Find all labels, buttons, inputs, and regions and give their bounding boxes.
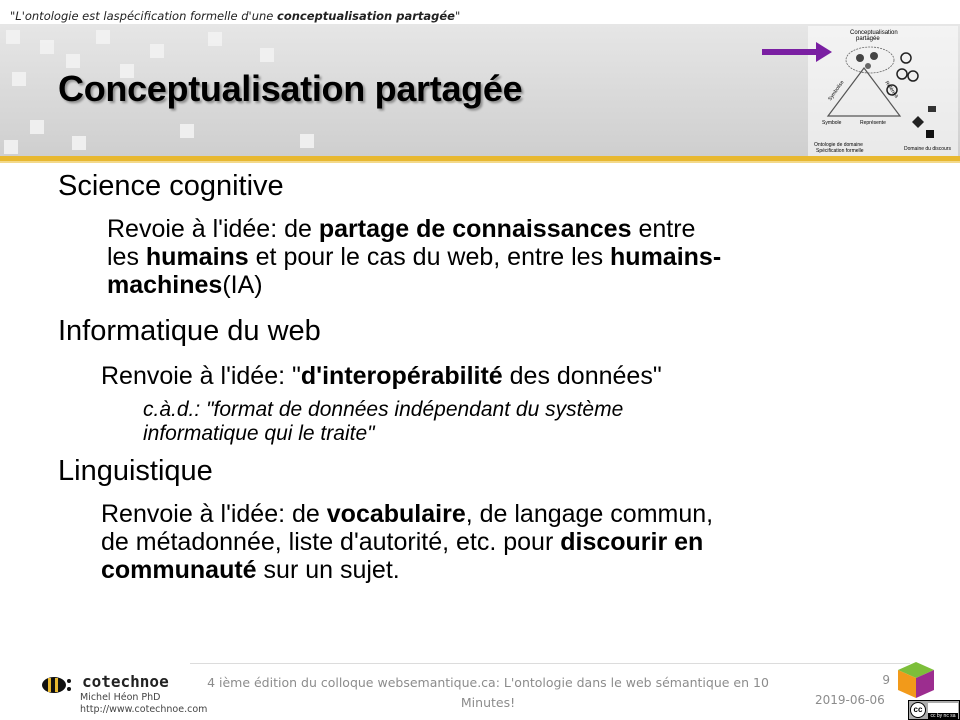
text-run-bold: discourir en	[560, 528, 704, 556]
text-run-bold: vocabulaire	[326, 500, 466, 528]
quote-bold: conceptualisation partagée	[277, 9, 455, 23]
text-run: des données"	[502, 362, 662, 390]
text-run-bold: humains	[145, 243, 249, 271]
decor-square	[96, 30, 110, 44]
text-run: entre	[631, 215, 696, 243]
footer-caption	[190, 673, 786, 713]
footer-caption-line1: 4 ième édition du colloque websemantique.ca: L'ontologie dans le web sémantique en 10	[207, 675, 769, 690]
text-run-bold: communauté	[101, 556, 257, 584]
text-line	[107, 215, 721, 243]
head-icon	[856, 54, 864, 62]
diagram-left-edge: Symbolise	[827, 79, 846, 103]
decor-square	[72, 136, 86, 150]
section-text-informatique-du-web	[101, 362, 662, 390]
diagram-bottom-left-1: Ontologie de domaine	[814, 142, 863, 148]
text-line: informatique qui le traite"	[143, 422, 375, 445]
decor-square	[40, 40, 54, 54]
text-run-bold: partage de connaissances	[318, 215, 632, 243]
cube-logo-icon	[896, 660, 936, 700]
footer-caption-line2: Minutes!	[460, 695, 516, 710]
text-line	[107, 271, 721, 299]
section-text-linguistique	[101, 500, 713, 584]
text-line	[101, 556, 713, 584]
text-line	[101, 500, 713, 528]
text-line: c.à.d.: "format de données indépendant du système	[143, 398, 624, 421]
bee-icon	[40, 674, 76, 696]
text-run: (IA)	[222, 271, 263, 299]
diagram-left-node: Symbole	[822, 120, 842, 126]
section-heading-science-cognitive: Science cognitive	[58, 170, 284, 202]
cc-icon: cc	[910, 702, 926, 718]
page-number: 9	[882, 673, 890, 687]
diagram-right-edge: Réfère à	[883, 80, 900, 100]
text-run: sur un sujet.	[256, 556, 400, 584]
decor-square	[66, 54, 80, 68]
footer-divider	[190, 663, 910, 664]
cc-icons-strip	[928, 703, 958, 713]
box-icon	[926, 130, 934, 138]
page-title: Conceptualisation partagée	[58, 68, 523, 109]
cc-license-text: cc by nc sa	[928, 713, 958, 719]
quote-prefix: "L'ontologie est laspécification formelle d'une	[10, 9, 278, 23]
decor-square	[180, 124, 194, 138]
author-name: Michel Héon PhD	[80, 692, 161, 703]
purple-arrow-icon	[762, 40, 834, 64]
logo-text: cotechnoe	[82, 672, 169, 691]
diagram-bottom-right: Domaine du discours	[904, 146, 951, 152]
text-run: , de langage commun,	[465, 500, 714, 528]
text-run: et pour le cas du web, entre les	[248, 243, 611, 271]
diagram-top-label-1: Conceptualisation	[850, 30, 898, 36]
header-quote	[10, 9, 460, 23]
head-icon	[865, 63, 871, 69]
section-subtext-informatique-du-web	[143, 398, 623, 446]
text-run: les	[107, 243, 146, 271]
section-text-science-cognitive	[107, 215, 721, 299]
decor-square	[4, 140, 18, 154]
text-run-bold: d'interopérabilité	[300, 362, 503, 390]
decor-square	[260, 48, 274, 62]
diagram-top-label-2: partagée	[856, 36, 880, 42]
decor-square	[30, 120, 44, 134]
text-run: Renvoie à l'idée: "	[101, 362, 301, 390]
decor-square	[12, 72, 26, 86]
decor-square	[150, 44, 164, 58]
cc-license-badge	[908, 700, 960, 720]
text-run: Revoie à l'idée: de	[107, 215, 319, 243]
text-run-bold: humains-	[610, 243, 722, 271]
text-run: Renvoie à l'idée: de	[101, 500, 327, 528]
decor-square	[300, 134, 314, 148]
text-line	[101, 528, 713, 556]
diagram-bottom-edge: Représente	[860, 120, 886, 126]
decor-square	[6, 30, 20, 44]
decor-square	[208, 32, 222, 46]
head-icon	[870, 52, 878, 60]
text-run-bold: machines	[107, 271, 223, 299]
section-heading-informatique-du-web: Informatique du web	[58, 315, 321, 347]
author-url[interactable]: http://www.cotechnoe.com	[80, 704, 208, 715]
text-line	[107, 243, 721, 271]
section-heading-linguistique: Linguistique	[58, 455, 213, 487]
quote-suffix: "	[455, 9, 461, 23]
cotechnoe-logo	[40, 668, 210, 720]
scale-icon	[928, 106, 936, 112]
diagram-bottom-left-2: Spécification formelle	[816, 148, 864, 154]
slide-date: 2019-06-06	[815, 693, 885, 707]
text-run: de métadonnée, liste d'autorité, etc. pour	[101, 528, 561, 556]
gold-divider-light	[0, 161, 960, 163]
